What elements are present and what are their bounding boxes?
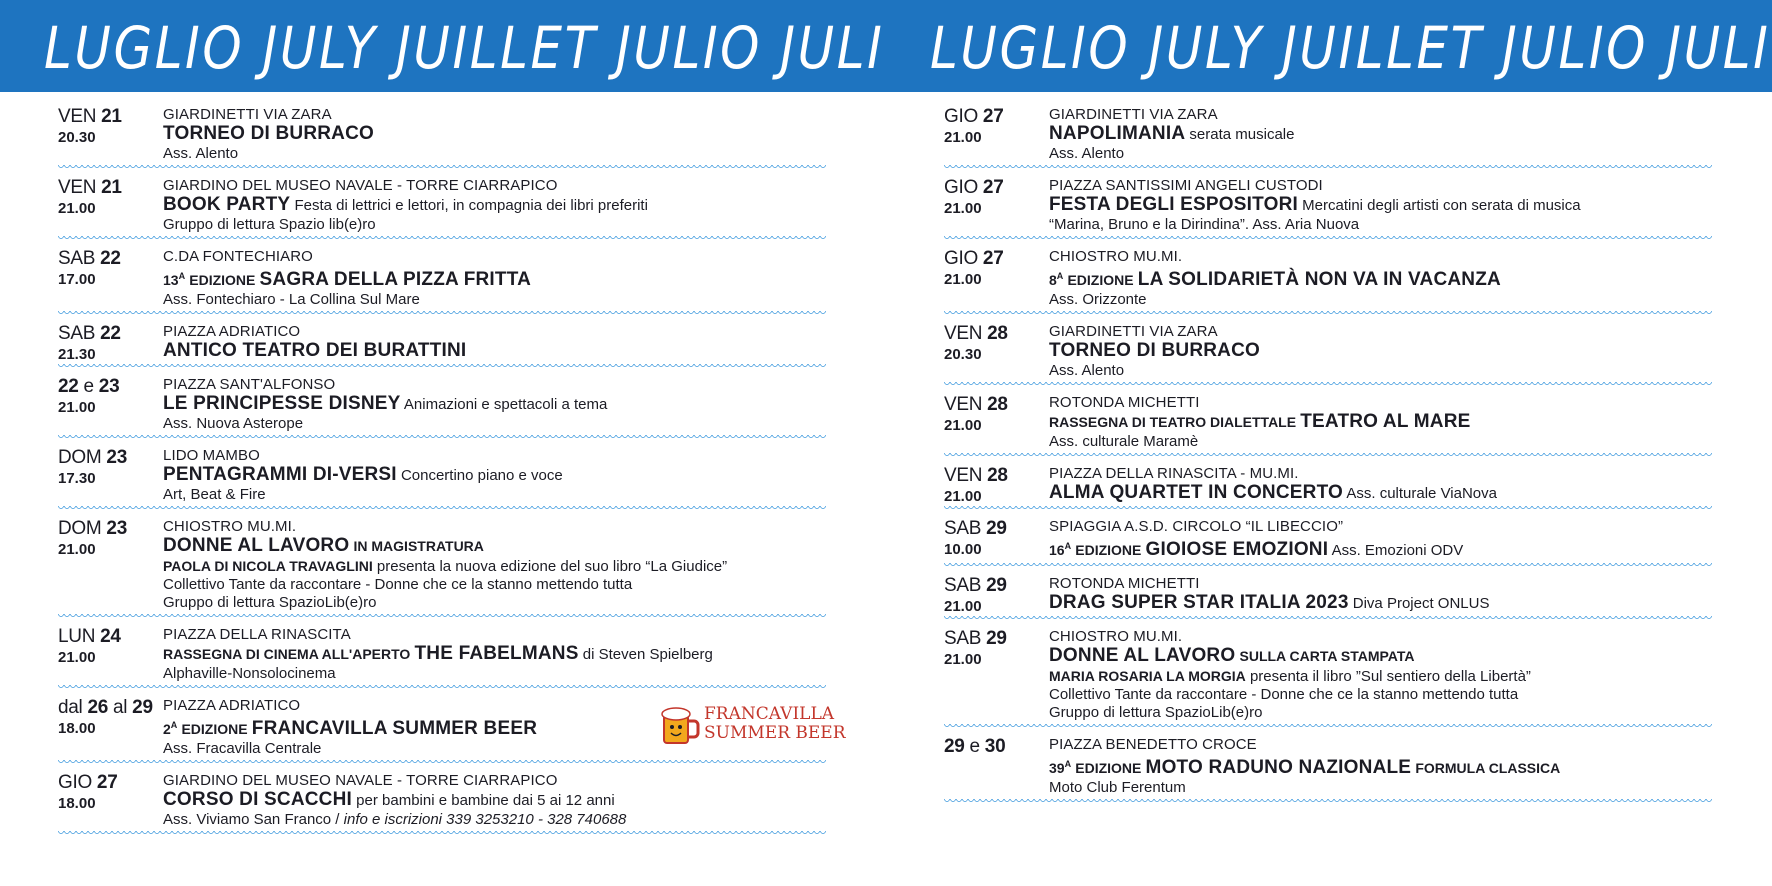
event-description: Mercatini degli artisti con serata di musica — [1302, 197, 1581, 214]
event-venue: CHIOSTRO MU.MI. — [163, 518, 297, 535]
event-date: VEN 28 20.30 — [944, 323, 1048, 365]
event-time: 21.00 — [944, 200, 982, 217]
event-item: SAB 29 10.00 SPIAGGIA A.S.D. CIRCOLO “IL LIBECCIO” $16^A$ EDIZIONE GIOIOSE EMOZIONI Ass. Emozioni ODV — [944, 518, 1712, 567]
event-venue: PIAZZA SANT'ALFONSO — [163, 376, 336, 393]
event-item — [58, 177, 826, 240]
banner-title-right: LUGLIO JULY JUILLET JULIO JULI — [930, 14, 1771, 82]
event-time: 21.00 — [58, 200, 96, 217]
event-venue: PIAZZA ADRIATICO — [163, 323, 301, 340]
banner-title-left: LUGLIO JULY JUILLET JULIO JULI — [44, 14, 885, 82]
event-venue: PIAZZA SANTISSIMI ANGELI CUSTODI — [1049, 177, 1323, 194]
event-item: DOM 23 21.00 CHIOSTRO MU.MI. DONNE AL LAVORO IN MAGISTRATURA PAOLA DI NICOLA TRAVAGLINI presenta la nuova edizione del suo libro “La Giudice” Collettivo Tante da raccontare - Donne che ce la stanno mettendo tutta Gruppo di lettura SpazioLib(e)ro — [58, 518, 826, 618]
event-title: PENTAGRAMMI DI-VERSI — [163, 464, 397, 485]
event-description: di Steven Spielberg — [582, 646, 713, 663]
event-organizer: Ass. Fontechiaro - La Collina Sul Mare — [163, 291, 420, 308]
event-item: LUN 24 21.00 PIAZZA DELLA RINASCITA RASSEGNA DI CINEMA ALL'APERTO THE FABELMANS di Steven Spielberg Alphaville-Nonsolocinema — [58, 626, 826, 689]
event-venue: PIAZZA DELLA RINASCITA — [163, 626, 351, 643]
event-description: Festa di lettrici e lettori, in compagnia dei libri preferiti — [294, 197, 648, 214]
event-time: 21.30 — [58, 346, 96, 363]
event-organizer: Ass. Alento — [1049, 145, 1125, 162]
event-date: GIO 27 21.00 — [944, 248, 1048, 290]
event-item — [58, 106, 826, 169]
event-item — [58, 376, 826, 439]
event-organizer: Gruppo di lettura SpazioLib(e)ro — [163, 594, 377, 611]
event-date: SAB 22 21.30 — [58, 323, 162, 365]
event-venue: C.DA FONTECHIARO — [163, 248, 313, 265]
event-time: 10.00 — [944, 541, 982, 558]
event-description: Ass. Emozioni ODV — [1331, 542, 1464, 559]
event-title: FESTA DEGLI ESPOSITORI — [1049, 194, 1298, 215]
event-time: 20.30 — [58, 129, 96, 146]
event-title: LE PRINCIPESSE DISNEY — [163, 393, 401, 414]
event-description: Diva Project ONLUS — [1352, 595, 1490, 612]
event-venue: CHIOSTRO MU.MI. — [1049, 628, 1183, 645]
event-time: 21.00 — [944, 271, 982, 288]
event-time: 17.00 — [58, 271, 96, 288]
event-venue: LIDO MAMBO — [163, 447, 260, 464]
event-info: info e iscrizioni 339 3253210 - 328 740688 — [343, 811, 627, 828]
event-title: FRANCAVILLA SUMMER BEER — [251, 718, 538, 739]
event-item — [944, 106, 1712, 169]
summer-beer-logo: FRANCAVILLA SUMMER BEER — [658, 701, 826, 751]
event-organizer: Gruppo di lettura Spazio lib(e)ro — [163, 216, 376, 233]
event-organizer: Ass. Viviamo San Franco / — [163, 811, 340, 828]
event-date: SAB 29 21.00 — [944, 628, 1048, 670]
event-title: DRAG SUPER STAR ITALIA 2023 — [1049, 592, 1349, 613]
event-time: 21.00 — [58, 399, 96, 416]
event-title: THE FABELMANS — [414, 643, 579, 664]
event-venue: CHIOSTRO MU.MI. — [1049, 248, 1183, 265]
event-venue: PIAZZA BENEDETTO CROCE — [1049, 736, 1257, 753]
event-venue: ROTONDA MICHETTI — [1049, 575, 1200, 592]
right-column — [944, 106, 1712, 811]
event-date: 29 e 30 — [944, 736, 1006, 757]
event-venue: GIARDINETTI VIA ZARA — [1049, 323, 1218, 340]
event-date: 22 e 23 21.00 — [58, 376, 162, 418]
event-time: 21.00 — [58, 541, 96, 558]
event-organizer: Ass. Orizzonte — [1049, 291, 1147, 308]
event-time: 18.00 — [58, 795, 96, 812]
event-item: VEN 28 21.00 ROTONDA MICHETTI RASSEGNA DI TEATRO DIALETTALE TEATRO AL MARE Ass. culturale Maramè — [944, 394, 1712, 457]
event-time: 21.00 — [944, 488, 982, 505]
event-title: TEATRO AL MARE — [1300, 411, 1471, 432]
event-title: ALMA QUARTET IN CONCERTO — [1049, 482, 1344, 503]
event-date: SAB 22 17.00 — [58, 248, 162, 290]
event-venue: SPIAGGIA A.S.D. CIRCOLO “IL LIBECCIO” — [1049, 518, 1344, 535]
event-organizer: Ass. Nuova Asterope — [163, 415, 304, 432]
event-venue: GIARDINO DEL MUSEO NAVALE - TORRE CIARRAPICO — [163, 772, 558, 789]
event-item — [58, 447, 826, 510]
event-organizer: Alphaville-Nonsolocinema — [163, 665, 336, 682]
event-time: 21.00 — [944, 129, 982, 146]
event-organizer: Ass. Alento — [1049, 362, 1125, 379]
event-date: DOM 23 17.30 — [58, 447, 162, 489]
event-title: BOOK PARTY — [163, 194, 291, 215]
left-column — [58, 106, 846, 843]
event-item — [944, 177, 1712, 240]
event-venue: GIARDINETTI VIA ZARA — [163, 106, 332, 123]
event-date: GIO 27 21.00 — [944, 106, 1048, 148]
event-title: DONNE AL LAVORO — [163, 535, 350, 556]
beer-mug-icon — [658, 703, 702, 747]
event-title: NAPOLIMANIA — [1049, 123, 1186, 144]
event-time: 21.00 — [944, 598, 982, 615]
header-banner — [0, 0, 1772, 92]
event-organizer: Gruppo di lettura SpazioLib(e)ro — [1049, 704, 1263, 721]
event-description: Animazioni e spettacoli a tema — [403, 396, 608, 413]
event-guest: PAOLA DI NICOLA TRAVAGLINI — [163, 558, 373, 574]
event-title: CORSO DI SCACCHI — [163, 789, 352, 810]
event-date: DOM 23 21.00 — [58, 518, 162, 560]
event-item — [944, 323, 1712, 386]
event-description: Concertino piano e voce — [400, 467, 563, 484]
event-date: VEN 21 21.00 — [58, 177, 162, 219]
event-guest: MARIA ROSARIA LA MORGIA — [1049, 668, 1246, 684]
event-item — [58, 772, 826, 835]
event-date: VEN 28 21.00 — [944, 465, 1048, 507]
event-title: ANTICO TEATRO DEI BURATTINI — [163, 340, 467, 361]
event-item — [944, 465, 1712, 510]
event-date: SAB 29 21.00 — [944, 575, 1048, 617]
event-description: Ass. culturale ViaNova — [1346, 485, 1497, 502]
event-description: per bambini e bambine dai 5 ai 12 anni — [356, 792, 615, 809]
event-time: 21.00 — [58, 649, 96, 666]
event-date: GIO 27 18.00 — [58, 772, 162, 814]
event-item: dal 26 al 29 18.00 PIAZZA ADRIATICO $2^A$ EDIZIONE FRANCAVILLA SUMMER BEER Ass. Fracavilla Centrale FRANCAVILLA SUMMER BEER — [58, 697, 826, 764]
event-organizer: Ass. Alento — [163, 145, 239, 162]
event-item — [944, 575, 1712, 620]
event-time: 18.00 — [58, 720, 96, 737]
event-title: TORNEO DI BURRACO — [1049, 340, 1260, 361]
event-venue: GIARDINETTI VIA ZARA — [1049, 106, 1218, 123]
event-venue: PIAZZA ADRIATICO — [163, 697, 301, 714]
event-organizer: Moto Club Ferentum — [1049, 779, 1186, 796]
event-item: 29 e 30 PIAZZA BENEDETTO CROCE $39^A$ EDIZIONE MOTO RADUNO NAZIONALE FORMULA CLASSICA Moto Club Ferentum — [944, 736, 1712, 803]
event-item: GIO 27 21.00 CHIOSTRO MU.MI. $8^A$ EDIZIONE LA SOLIDARIETÀ NON VA IN VACANZA Ass. Orizzonte — [944, 248, 1712, 315]
event-date: VEN 21 20.30 — [58, 106, 162, 148]
event-time: 21.00 — [944, 651, 982, 668]
event-venue: ROTONDA MICHETTI — [1049, 394, 1200, 411]
event-time: 20.30 — [944, 346, 982, 363]
event-title: MOTO RADUNO NAZIONALE — [1145, 757, 1412, 778]
event-organizer: “Marina, Bruno e la Dirindina”. Ass. Aria Nuova — [1049, 216, 1360, 233]
event-date: dal 26 al 29 18.00 — [58, 697, 162, 739]
event-organizer: Ass. Fracavilla Centrale — [163, 740, 322, 757]
event-title: GIOIOSE EMOZIONI — [1145, 539, 1329, 560]
event-time: 17.30 — [58, 470, 96, 487]
event-item — [58, 323, 826, 368]
event-organizer: Art, Beat & Fire — [163, 486, 266, 503]
event-date: VEN 28 21.00 — [944, 394, 1048, 436]
event-item: SAB 29 21.00 CHIOSTRO MU.MI. DONNE AL LAVORO SULLA CARTA STAMPATA MARIA ROSARIA LA MORGIA presenta il libro ”Sul sentiero della Libertà” Collettivo Tante da raccontare - Donne che ce la stanno mettendo tutta Gruppo di lettura SpazioLib(e)ro — [944, 628, 1712, 728]
event-venue: PIAZZA DELLA RINASCITA - MU.MI. — [1049, 465, 1299, 482]
event-item: SAB 22 17.00 C.DA FONTECHIARO $13^A$ EDIZIONE SAGRA DELLA PIZZA FRITTA Ass. Fontechiaro - La Collina Sul Mare — [58, 248, 826, 315]
event-title: SAGRA DELLA PIZZA FRITTA — [259, 269, 532, 290]
event-organizer: Ass. culturale Maramè — [1049, 433, 1199, 450]
event-time: 21.00 — [944, 417, 982, 434]
event-venue: GIARDINO DEL MUSEO NAVALE - TORRE CIARRAPICO — [163, 177, 558, 194]
event-date: LUN 24 21.00 — [58, 626, 162, 668]
event-title: DONNE AL LAVORO — [1049, 645, 1236, 666]
event-title: LA SOLIDARIETÀ NON VA IN VACANZA — [1137, 269, 1501, 290]
event-description: serata musicale — [1189, 126, 1295, 143]
event-date: SAB 29 10.00 — [944, 518, 1048, 560]
event-title: TORNEO DI BURRACO — [163, 123, 374, 144]
event-date: GIO 27 21.00 — [944, 177, 1048, 219]
